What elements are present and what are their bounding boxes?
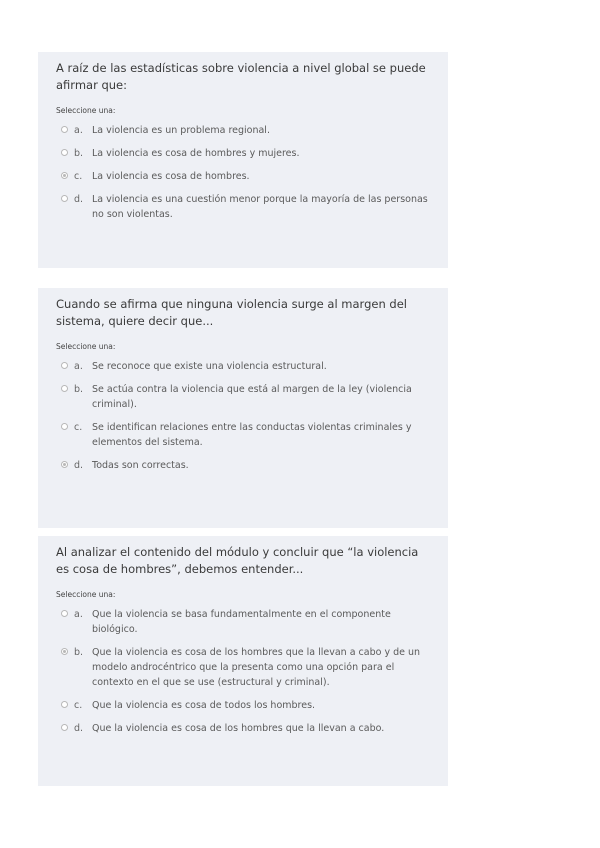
option-text: Que la violencia es cosa de los hombres que la llevan a cabo y de un modelo androcéntrico que la presenta como una opción para el contexto en el que se use (estructural y criminal). <box>92 647 421 688</box>
option-text: La violencia es cosa de hombres. <box>92 171 250 182</box>
select-label: Seleccione una: <box>56 106 116 115</box>
option-letter: a. <box>74 609 83 620</box>
option-text: Que la violencia es cosa de todos los hombres. <box>92 700 316 711</box>
option-c[interactable] <box>56 420 430 450</box>
question-card-3 <box>38 536 448 786</box>
option-text: Se reconoce que existe una violencia estructural. <box>92 361 327 372</box>
option-text: Todas son correctas. <box>92 460 189 471</box>
option-text: Que la violencia es cosa de los hombres que la llevan a cabo. <box>92 723 385 734</box>
radio-icon[interactable] <box>61 724 68 731</box>
radio-selected-icon[interactable] <box>61 172 68 179</box>
option-text: La violencia es un problema regional. <box>92 125 270 136</box>
option-c[interactable] <box>56 698 430 713</box>
option-d[interactable] <box>56 192 430 222</box>
radio-icon[interactable] <box>61 610 68 617</box>
option-text: La violencia es cosa de hombres y mujeres. <box>92 148 300 159</box>
radio-icon[interactable] <box>61 362 68 369</box>
question-card-1 <box>38 52 448 268</box>
option-letter: a. <box>74 361 83 372</box>
option-a[interactable] <box>56 123 430 138</box>
radio-selected-icon[interactable] <box>61 461 68 468</box>
radio-icon[interactable] <box>61 385 68 392</box>
radio-icon[interactable] <box>61 195 68 202</box>
option-text: Se actúa contra la violencia que está al margen de la ley (violencia criminal). <box>92 384 412 410</box>
option-letter: c. <box>74 422 83 433</box>
option-text: Que la violencia se basa fundamentalmente en el componente biológico. <box>92 609 391 635</box>
option-a[interactable] <box>56 359 430 374</box>
select-label: Seleccione una: <box>56 342 116 351</box>
option-letter: c. <box>74 171 83 182</box>
select-label: Seleccione una: <box>56 590 116 599</box>
option-b[interactable] <box>56 146 430 161</box>
option-b[interactable] <box>56 382 430 412</box>
option-letter: d. <box>74 460 84 471</box>
option-letter: b. <box>74 647 84 658</box>
question-text: A raíz de las estadísticas sobre violencia a nivel global se puede afirmar que: <box>56 61 426 92</box>
option-c[interactable] <box>56 169 430 184</box>
option-letter: a. <box>74 125 83 136</box>
radio-icon[interactable] <box>61 149 68 156</box>
option-b[interactable] <box>56 645 430 690</box>
option-a[interactable] <box>56 607 430 637</box>
radio-icon[interactable] <box>61 701 68 708</box>
option-letter: b. <box>74 384 84 395</box>
radio-selected-icon[interactable] <box>61 648 68 655</box>
option-letter: d. <box>74 194 84 205</box>
option-letter: d. <box>74 723 84 734</box>
question-text: Cuando se afirma que ninguna violencia surge al margen del sistema, quiere decir que... <box>56 297 407 328</box>
option-text: Se identifican relaciones entre las conductas violentas criminales y elementos del sistema. <box>92 422 412 448</box>
option-letter: b. <box>74 148 84 159</box>
radio-icon[interactable] <box>61 126 68 133</box>
option-text: La violencia es una cuestión menor porque la mayoría de las personas no son violentas. <box>92 194 428 220</box>
radio-icon[interactable] <box>61 423 68 430</box>
question-card-2 <box>38 288 448 528</box>
option-d[interactable] <box>56 458 430 473</box>
option-d[interactable] <box>56 721 430 736</box>
option-letter: c. <box>74 700 83 711</box>
question-text: Al analizar el contenido del módulo y concluir que “la violencia es cosa de hombres”, debemos entender... <box>56 545 419 576</box>
